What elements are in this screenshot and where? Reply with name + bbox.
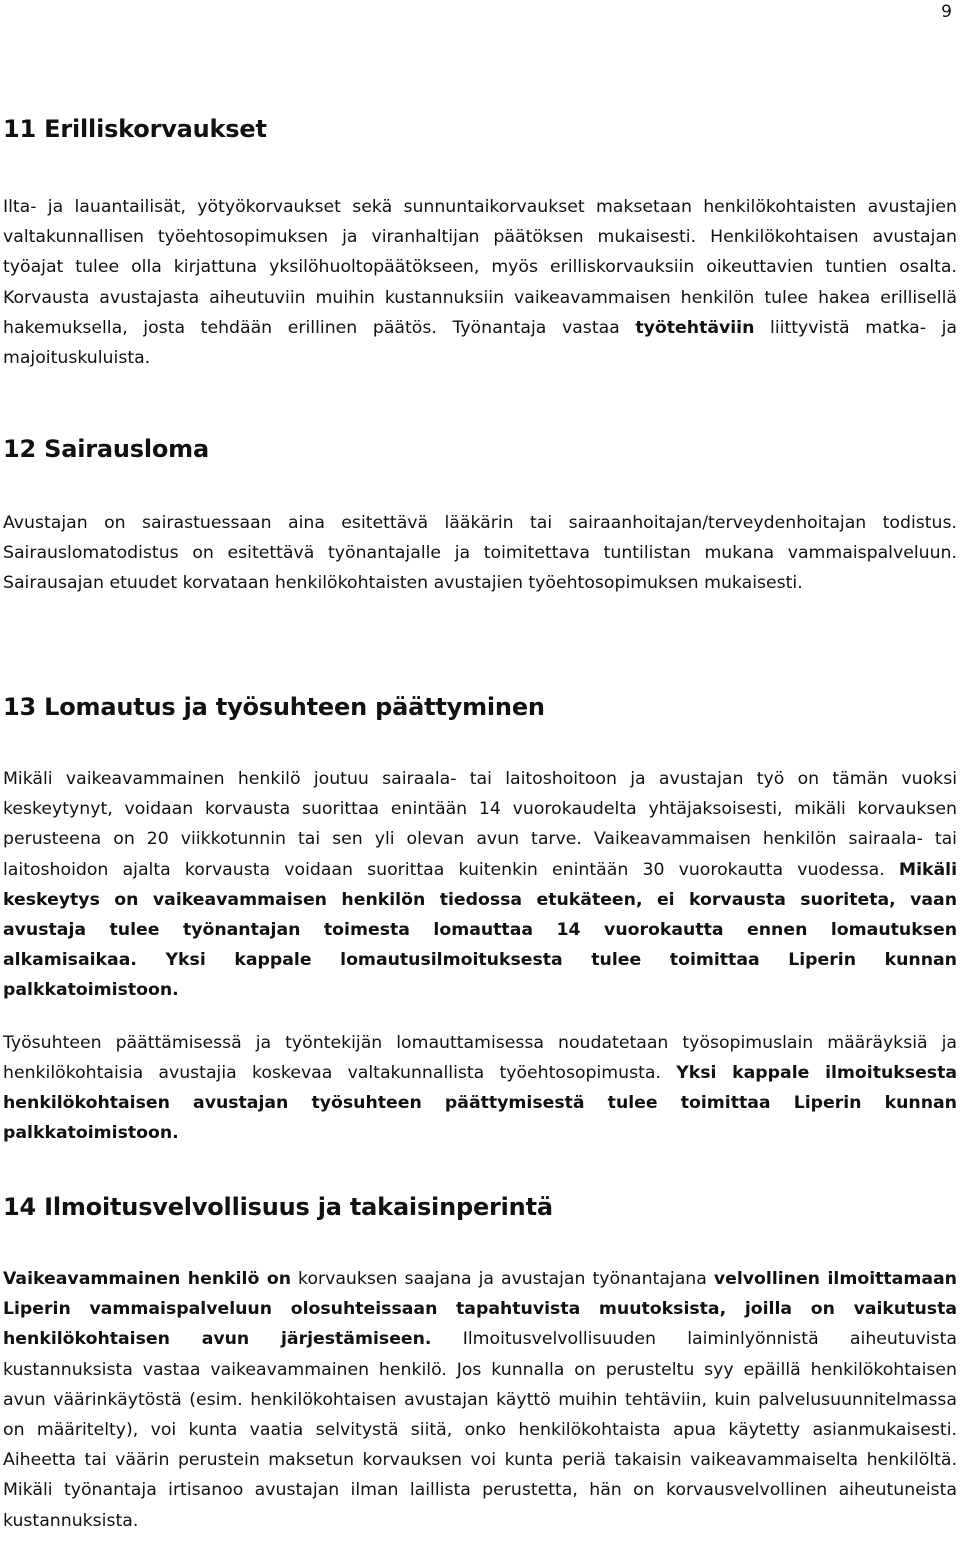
section-heading: 11 Erilliskorvaukset	[3, 115, 267, 143]
section-heading: 14 Ilmoitusvelvollisuus ja takaisinperintä	[3, 1193, 553, 1221]
text-run: korvauksen saajana ja avustajan työnantajana	[291, 1269, 714, 1289]
paragraph	[3, 192, 957, 373]
paragraph	[3, 764, 957, 1006]
text-run-bold: Mikäli keskeytys on vaikeavammaisen henkilön tiedossa etukäteen, ei korvausta suoriteta, vaan avustaja tulee työnantajan toimesta lomauttaa 14 vuorokautta ennen lomautuksen alkamisaikaa. Yksi kappale lomautusilmoituksesta tulee toimittaa Liperin kunnan palkkatoimistoon.	[3, 859, 957, 1001]
paragraph	[3, 508, 957, 599]
text-run: Työsuhteen päättämisessä ja työntekijän lomauttamisessa noudatetaan työsopimuslain määräyksiä ja henkilökohtaisia avustajia koskevaa valtakunnallista työehtosopimusta.	[3, 1032, 957, 1083]
section-heading: 13 Lomautus ja työsuhteen päättyminen	[3, 693, 545, 721]
text-run-bold: Yksi kappale ilmoituksesta henkilökohtaisen avustajan työsuhteen päättymisestä tulee toimittaa Liperin kunnan palkkatoimistoon.	[3, 1062, 957, 1144]
text-run-bold: työtehtäviin	[635, 317, 755, 338]
page-number: 9	[941, 2, 952, 22]
section-erilliskorvaukset	[3, 114, 957, 373]
text-run: liittyvistä matka- ja majoituskuluista.	[3, 317, 957, 369]
section-lomautus	[3, 692, 957, 1148]
paragraph	[3, 1264, 957, 1536]
text-run: Ilmoitusvelvollisuuden laiminlyönnistä aiheutuvista kustannuksista vastaa vaikeavammainen henkilö. Jos kunnalla on perusteltu syy epäillä henkilökohtaisen avun väärinkäytöstä (esim. henkilökohtaisen avustajan käyttö muihin tehtäviin, kuin palvelusuunnitelmassa on määritelty), voi kunta vaatia selvitystä siitä, onko henkilökohtaista apua käytetty asianmukaisesti. Aiheetta tai väärin perustein maksetun korvauksen voi kunta periä takaisin vaikeavammaiselta henkilöltä. Mikäli työnantaja irtisanoo avustajan ilman laillista perustetta, hän on korvausvelvollinen aiheutuneista kustannuksista.	[3, 1329, 957, 1531]
section-heading: 12 Sairausloma	[3, 435, 209, 463]
text-run: Ilta- ja lauantailisät, yötyökorvaukset sekä sunnuntaikorvaukset maksetaan henkilökohtaisten avustajien valtakunnallisen työehtosopimuksen ja viranhaltijan päätöksen mukaisesti. Henkilökohtaisen avustajan työajat tulee olla kirjattuna yksilöhuoltopäätökseen, myös erilliskorvauksiin oikeuttavien tuntien osalta. Korvausta avustajasta aiheutuviin muihin kustannuksiin vaikeavammaisen henkilön tulee hakea erillisellä hakemuksella, josta tehdään erillinen päätös. Työnantaja vastaa	[3, 197, 957, 338]
text-run: Mikäli vaikeavammainen henkilö joutuu sairaala- tai laitoshoitoon ja avustajan työ on tämän vuoksi keskeytynyt, voidaan korvausta suorittaa enintään 14 vuorokaudelta yhtäjaksoisesti, mikäli korvauksen perusteena on 20 viikkotunnin tai sen yli olevan avun tarve. Vaikeavammaisen henkilön sairaala- tai laitoshoidon ajalta korvausta voidaan suorittaa kuitenkin enintään 30 vuorokautta vuodessa.	[3, 769, 957, 880]
paragraph	[3, 1028, 957, 1149]
text-run-bold: Vaikeavammainen henkilö on	[3, 1269, 292, 1289]
section-sairausloma	[3, 434, 957, 599]
text-run-bold: velvollinen ilmoittamaan Liperin vammaispalveluun olosuhteissaan tapahtuvista muutoksista, joilla on vaikutusta henkilökohtaisen avun järjestämiseen.	[3, 1269, 957, 1350]
section-ilmoitusvelvollisuus	[3, 1192, 957, 1536]
text-run: Avustajan on sairastuessaan aina esitettävä lääkärin tai sairaanhoitajan/terveydenhoitajan todistus. Sairauslomatodistus on esitettävä työnantajalle ja toimitettava tuntilistan mukana vammaispalveluun. Sairausajan etuudet korvataan henkilökohtaisten avustajien työehtosopimuksen mukaisesti.	[3, 513, 957, 594]
